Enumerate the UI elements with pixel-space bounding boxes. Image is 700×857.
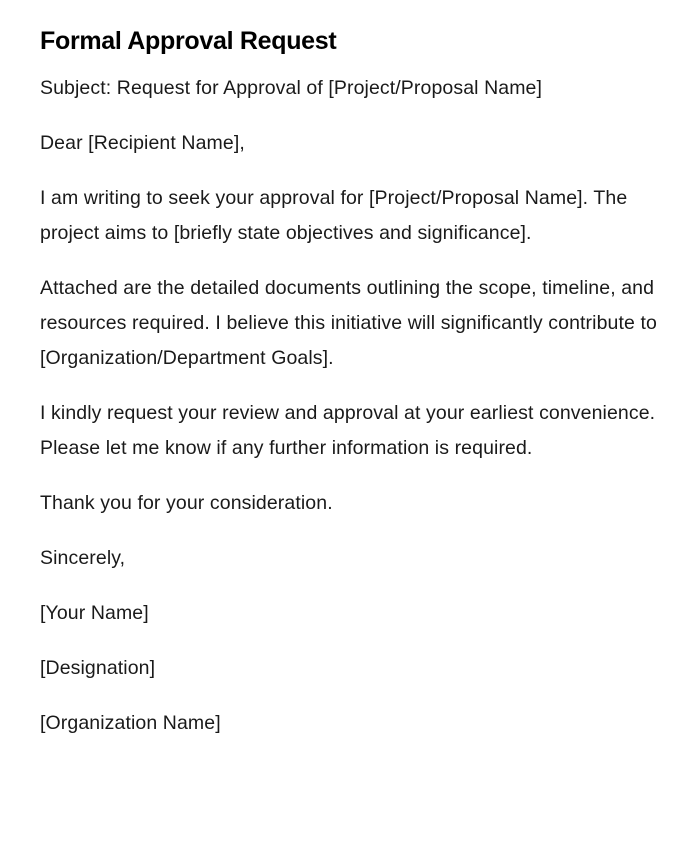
subject-line: Subject: Request for Approval of [Project/Proposal Name] [40, 77, 543, 99]
body-paragraph-request: I kindly request your review and approval at your earliest convenience. Please let me know if any further information is required. [40, 402, 656, 459]
signature-organization: [Organization Name] [40, 712, 221, 734]
signature-designation: [Designation] [40, 657, 156, 679]
thanks-line: Thank you for your consideration. [40, 492, 333, 514]
body-paragraph-intro: I am writing to seek your approval for [Project/Proposal Name]. The project aims to [briefly state objectives and significance]. [40, 187, 628, 244]
closing-line: Sincerely, [40, 547, 126, 569]
salutation: Dear [Recipient Name], [40, 132, 245, 154]
body-paragraph-attachments: Attached are the detailed documents outlining the scope, timeline, and resources required. I believe this initiative will significantly contribute to [Organization/Department Goals]. [40, 277, 657, 369]
signature-name: [Your Name] [40, 602, 149, 624]
page-title: Formal Approval Request [40, 27, 337, 55]
